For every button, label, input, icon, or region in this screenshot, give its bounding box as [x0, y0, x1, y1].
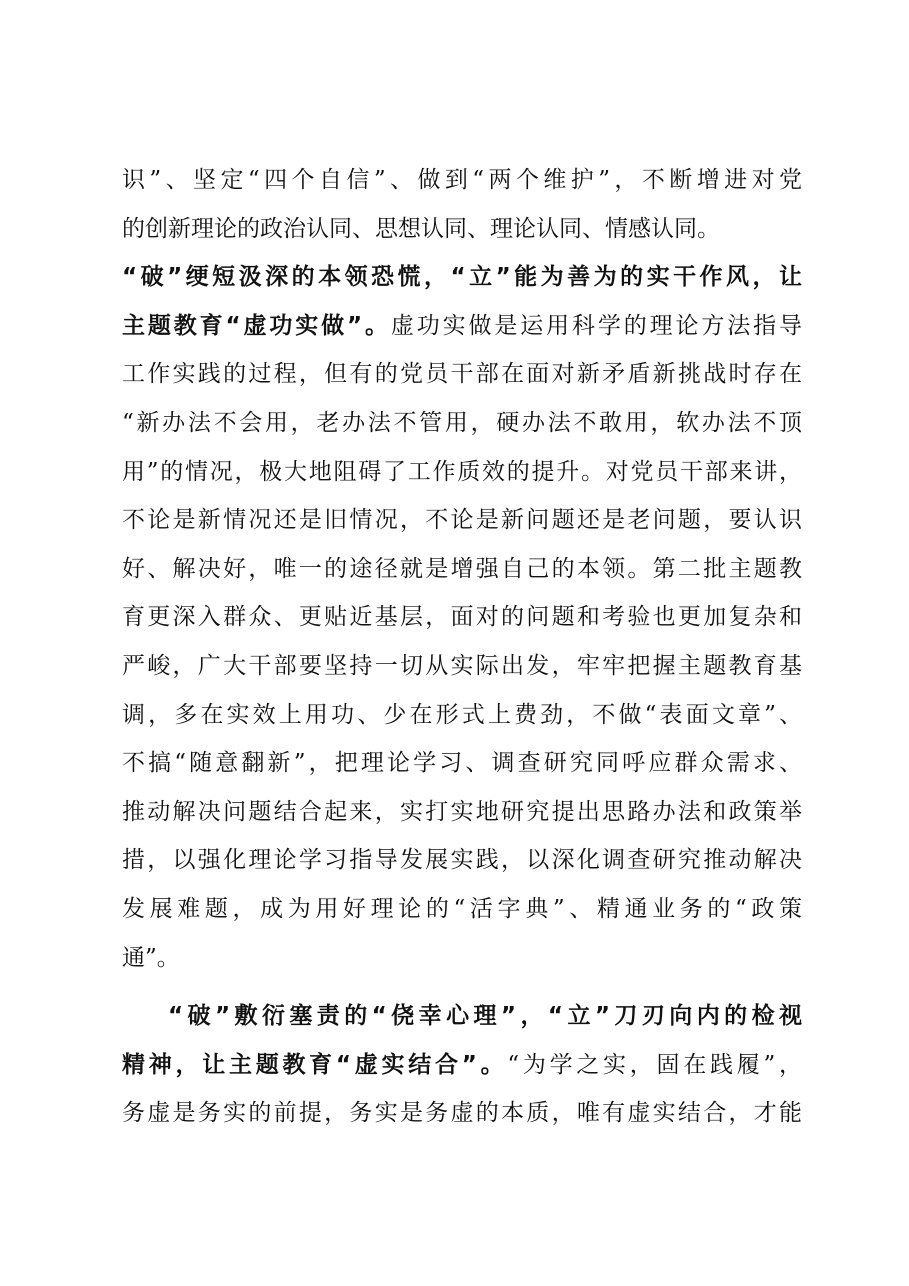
text-line [122, 992, 802, 1041]
text-line [122, 642, 802, 691]
text-line [122, 593, 802, 642]
text-line [122, 496, 802, 545]
text-line [122, 156, 802, 205]
section-heading-text: 主题教育“虚功实做”。 [122, 312, 391, 339]
section-heading-text: “破”敷衍塞责的“侥幸心理”，“立”刀刃向内的检视 [168, 1003, 802, 1030]
text-segment: 发展难题，成为用好理论的“活字典”、精通业务的“政策 [122, 895, 802, 922]
text-segment: 不搞“随意翻新”，把理论学习、调查研究同呼应群众需求、 [122, 750, 802, 777]
text-segment: 务虚是务实的前提，务实是务虚的本质，唯有虚实结合，才能 [122, 1100, 802, 1127]
text-segment: 识”、坚定“四个自信”、做到“两个维护”，不断增进对党 [122, 167, 802, 193]
text-line [122, 350, 802, 399]
text-line [122, 691, 802, 740]
text-line [122, 1089, 802, 1138]
text-line [122, 836, 802, 885]
text-line [122, 545, 802, 594]
text-segment: 不论是新情况还是旧情况，不论是新问题还是老问题，要认识 [122, 507, 802, 534]
text-segment: 的创新理论的政治认同、思想认同、理论认同、情感认同。 [122, 215, 720, 242]
text-segment: 工作实践的过程，但有的党员干部在面对新矛盾新挑战时存在 [122, 361, 802, 388]
section-heading-text: “破”绠短汲深的本领恐慌，“立”能为善为的实干作风，让 [122, 264, 802, 291]
text-line [122, 253, 802, 302]
text-line [122, 302, 802, 351]
text-segment: 育更深入群众、更贴近基层，面对的问题和考验也更加复杂和 [122, 604, 802, 631]
text-segment: 调，多在实效上用功、少在形式上费劲，不做“表面文章”、 [122, 701, 802, 728]
text-segment: 虚功实做是运用科学的理论方法指导 [390, 312, 803, 339]
text-segment: 好、解决好，唯一的途径就是增强自己的本领。第二批主题教 [122, 555, 802, 582]
text-segment: 严峻，广大干部要坚持一切从实际出发，牢牢把握主题教育基 [122, 652, 802, 679]
text-line [122, 739, 802, 788]
body-text [122, 156, 802, 1138]
text-segment: 通”。 [122, 944, 180, 971]
text-segment: 推动解决问题结合起来，实打实地研究提出思路办法和政策举 [122, 798, 802, 825]
text-line [122, 399, 802, 448]
text-line [122, 934, 802, 983]
text-segment: “新办法不会用，老办法不管用，硬办法不敢用，软办法不顶 [122, 409, 802, 436]
text-line [122, 1041, 802, 1090]
section-heading-text: 精神，让主题教育“虚实结合”。 [122, 1051, 508, 1078]
text-line [122, 205, 802, 254]
text-line [122, 448, 802, 497]
text-segment: 用”的情况，极大地阻碍了工作质效的提升。对党员干部来讲， [122, 458, 802, 485]
text-segment: “为学之实，固在践履”， [507, 1051, 802, 1078]
text-segment: 措，以强化理论学习指导发展实践，以深化调查研究推动解决 [122, 847, 802, 874]
text-line [122, 788, 802, 837]
text-line [122, 885, 802, 934]
